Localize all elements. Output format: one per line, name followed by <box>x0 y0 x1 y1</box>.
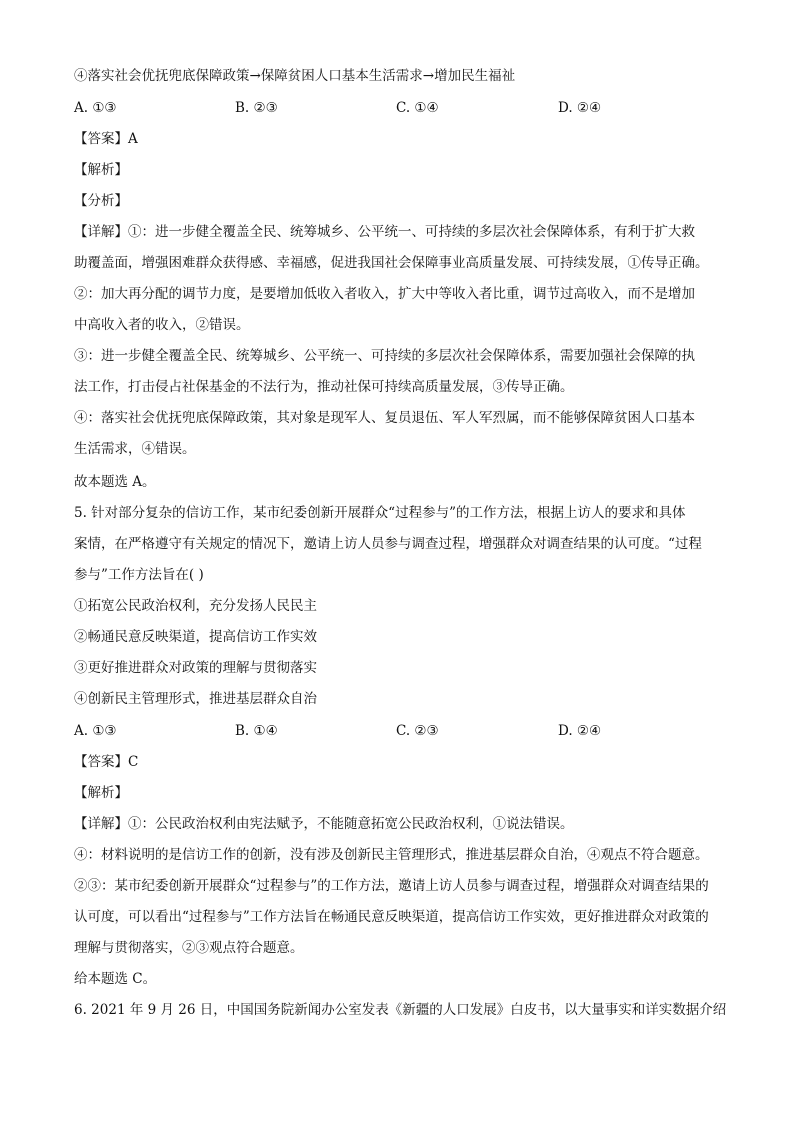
q4-answer: 【答案】A <box>74 131 138 147</box>
q5-option-c: C. ②③ <box>396 723 439 739</box>
q5-detail-line: ②③：某市纪委创新开展群众“过程参与”的工作方法，邀请上访人员参与调查过程，增强群众对调查结果的 <box>74 878 709 894</box>
q5-detail-line: 【详解】①：公民政治权利由宪法赋予，不能随意拓宽公民政治权利，①说法错误。 <box>74 816 574 832</box>
q5-conclusion: 给本题选 C。 <box>74 971 157 987</box>
q5-option-a: A. ①③ <box>74 723 117 739</box>
q4-option-c: C. ①④ <box>396 100 439 116</box>
q4-fenxi-heading: 【分析】 <box>74 193 128 209</box>
q4-item-4: ④落实社会优抚兜底保障政策→保障贫困人口基本生活需求→增加民生福祉 <box>74 68 516 84</box>
q4-detail-line: 生活需求，④错误。 <box>74 441 196 457</box>
q5-item-4: ④创新民主管理形式，推进基层群众自治 <box>74 691 317 707</box>
q5-detail-line: 认可度，可以看出“过程参与”工作方法旨在畅通民意反映渠道，提高信访工作实效，更好推进群众对政策的 <box>74 909 709 925</box>
q5-option-b: B. ①④ <box>235 723 278 739</box>
q5-stem-line: 5. 针对部分复杂的信访工作，某市纪委创新开展群众“过程参与”的工作方法，根据上访人的要求和具体 <box>74 505 686 521</box>
q5-options <box>74 721 734 741</box>
q5-item-1: ①拓宽公民政治权利，充分发扬人民民主 <box>74 598 317 614</box>
q4-option-d: D. ②④ <box>558 100 602 116</box>
q5-analysis-heading: 【解析】 <box>74 785 128 801</box>
q5-item-2: ②畅通民意反映渠道，提高信访工作实效 <box>74 629 317 645</box>
q4-option-b: B. ②③ <box>235 100 278 116</box>
q5-detail-line: 理解与贯彻落实，②③观点符合题意。 <box>74 940 304 956</box>
q5-stem-line: 参与”工作方法旨在( ) <box>74 567 204 583</box>
q5-detail-line: ④：材料说明的是信访工作的创新，没有涉及创新民主管理形式，推进基层群众自治，④观点不符合题意。 <box>74 847 709 863</box>
q4-detail-line: 【详解】①：进一步健全覆盖全民、统筹城乡、公平统一、可持续的多层次社会保障体系，有利于扩大救 <box>74 224 695 240</box>
q4-detail-line: ③：进一步健全覆盖全民、统筹城乡、公平统一、可持续的多层次社会保障体系，需要加强社会保障的执 <box>74 348 695 364</box>
q5-option-d: D. ②④ <box>558 723 602 739</box>
q5-stem-line: 案情，在严格遵守有关规定的情况下，邀请上访人员参与调查过程，增强群众对调查结果的认可度。“过程 <box>74 536 702 552</box>
q4-detail-line: ④：落实社会优抚兜底保障政策，其对象是现军人、复员退伍、军人军烈属，而不能够保障贫困人口基本 <box>74 410 695 426</box>
q4-detail-line: ②：加大再分配的调节力度，是要增加低收入者收入，扩大中等收入者比重，调节过高收入，而不是增加 <box>74 286 695 302</box>
q5-item-3: ③更好推进群众对政策的理解与贯彻落实 <box>74 660 317 676</box>
q4-detail-line: 中高收入者的收入，②错误。 <box>74 317 250 333</box>
q4-options <box>74 98 734 118</box>
q5-answer: 【答案】C <box>74 754 139 770</box>
q4-conclusion: 故本题选 A。 <box>74 474 156 490</box>
q4-detail-line: 法工作，打击侵占社保基金的不法行为，推动社保可持续高质量发展，③传导正确。 <box>74 379 574 395</box>
q6-stem: 6. 2021 年 9 月 26 日，中国国务院新闻办公室发表《新疆的人口发展》白皮书，以大量事实和详实数据介绍 <box>74 1002 727 1018</box>
q4-detail-line: 助覆盖面，增强困难群众获得感、幸福感，促进我国社会保障事业高质量发展、可持续发展，①传导正确。 <box>74 255 709 271</box>
q4-option-a: A. ①③ <box>74 100 117 116</box>
q4-analysis-heading: 【解析】 <box>74 162 128 178</box>
